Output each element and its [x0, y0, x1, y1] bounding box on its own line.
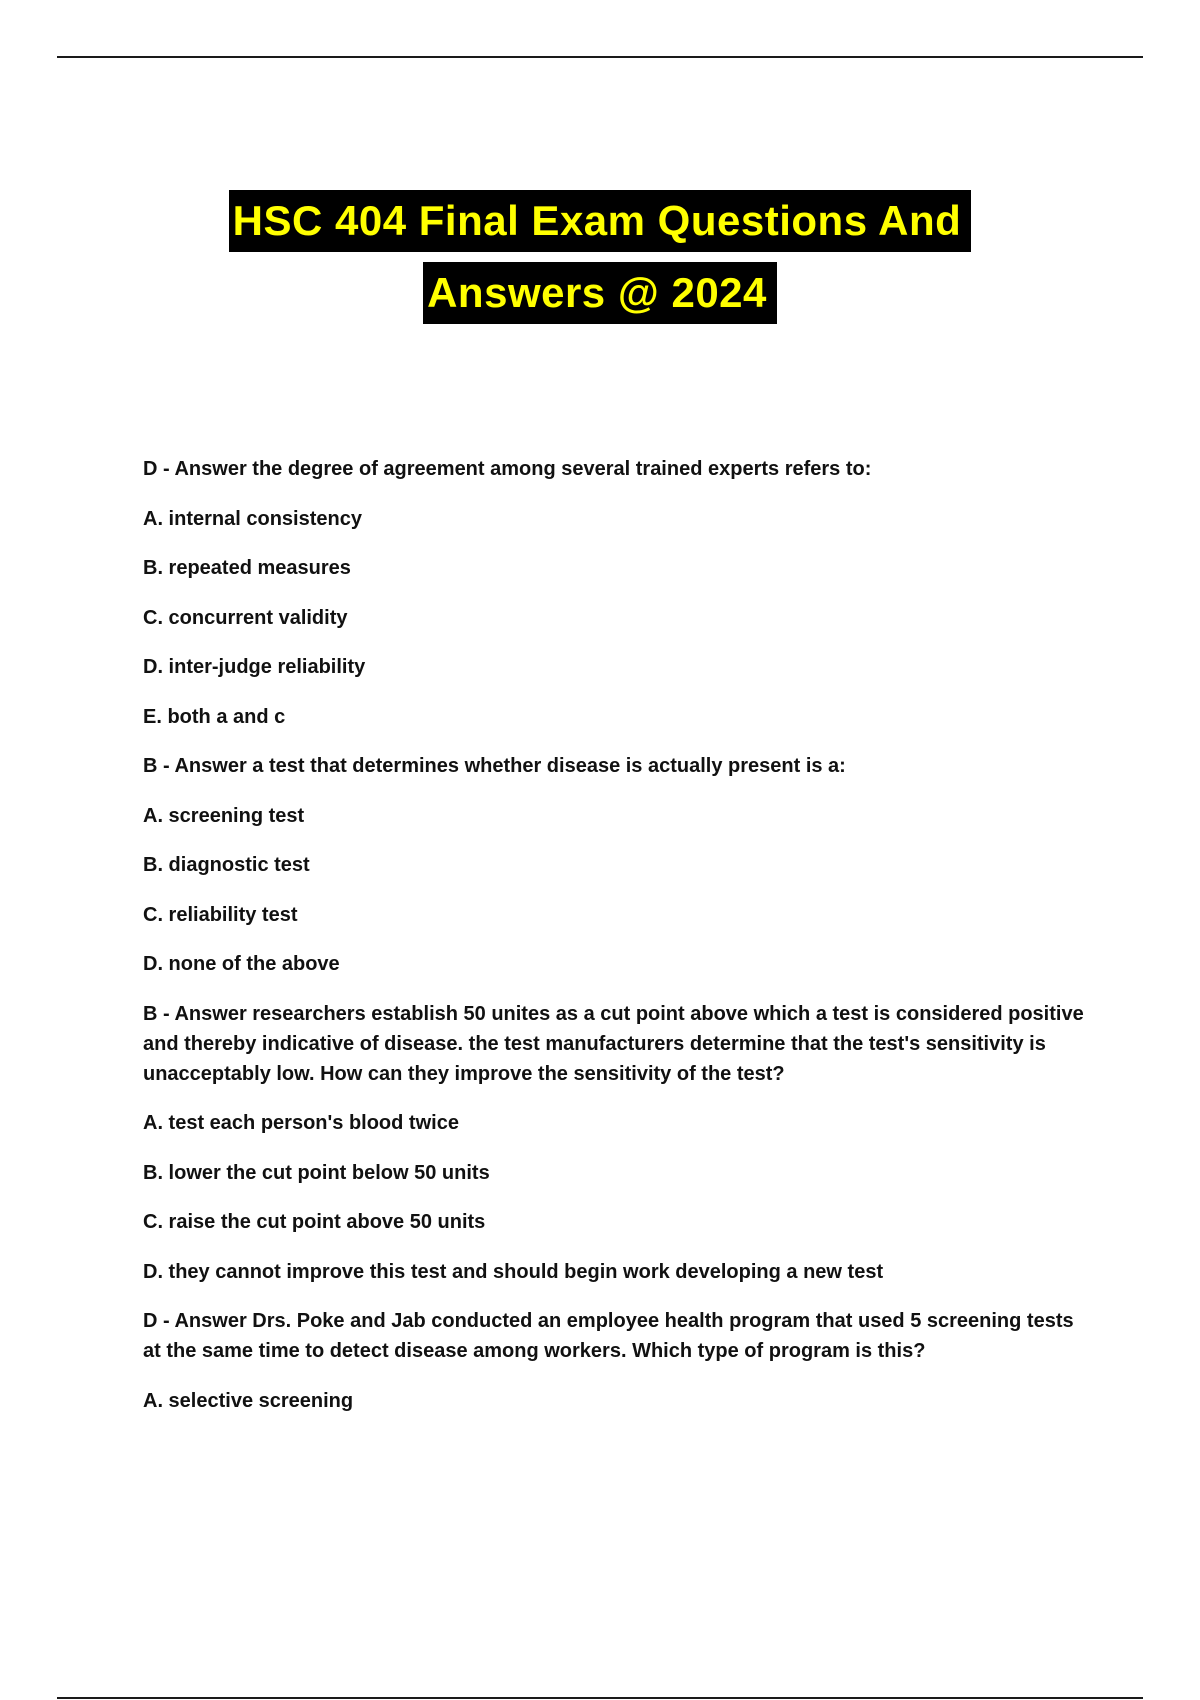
answer-option: A. test each person's blood twice: [143, 1112, 459, 1134]
question-prompt: D - Answer the degree of agreement among several trained experts refers to:: [143, 458, 872, 480]
answer-option: D. inter-judge reliability: [143, 656, 366, 678]
questions-section: [143, 454, 1093, 1435]
answer-option: C. reliability test: [143, 903, 298, 926]
answer-option: A. selective screening: [143, 1389, 354, 1412]
answer-option: B. repeated measures: [143, 557, 351, 579]
answer-option: B. diagnostic test: [143, 854, 310, 876]
question-prompt: B - Answer a test that determines whether disease is actually present is a:: [143, 755, 846, 777]
question-prompt: D - Answer Drs. Poke and Jab conducted an employee health program that used 5 screening tests at the same time to detect disease among workers. Which type of program is this?: [143, 1310, 1074, 1362]
answer-option: A. internal consistency: [143, 507, 362, 530]
answer-option: A. screening test: [143, 804, 305, 827]
answer-option: D. none of the above: [143, 953, 340, 975]
answer-option: C. concurrent validity: [143, 606, 348, 629]
title-line-1: HSC 404 Final Exam Questions And: [229, 190, 972, 252]
answer-option: D. they cannot improve this test and should begin work developing a new test: [143, 1260, 884, 1283]
answer-option: E. both a and c: [143, 705, 286, 728]
answer-option: B. lower the cut point below 50 units: [143, 1161, 490, 1184]
document-title: [0, 190, 1200, 324]
question-prompt: B - Answer researchers establish 50 unites as a cut point above which a test is considered positive and thereby indicative of disease. the test manufacturers determine that the test's sensitivity is unacceptably low. How can they improve the sensitivity of the test?: [143, 1002, 1084, 1085]
top-rule: [57, 56, 1143, 58]
title-line-2: Answers @ 2024: [423, 262, 777, 324]
bottom-rule: [57, 1697, 1143, 1699]
answer-option: C. raise the cut point above 50 units: [143, 1211, 486, 1233]
